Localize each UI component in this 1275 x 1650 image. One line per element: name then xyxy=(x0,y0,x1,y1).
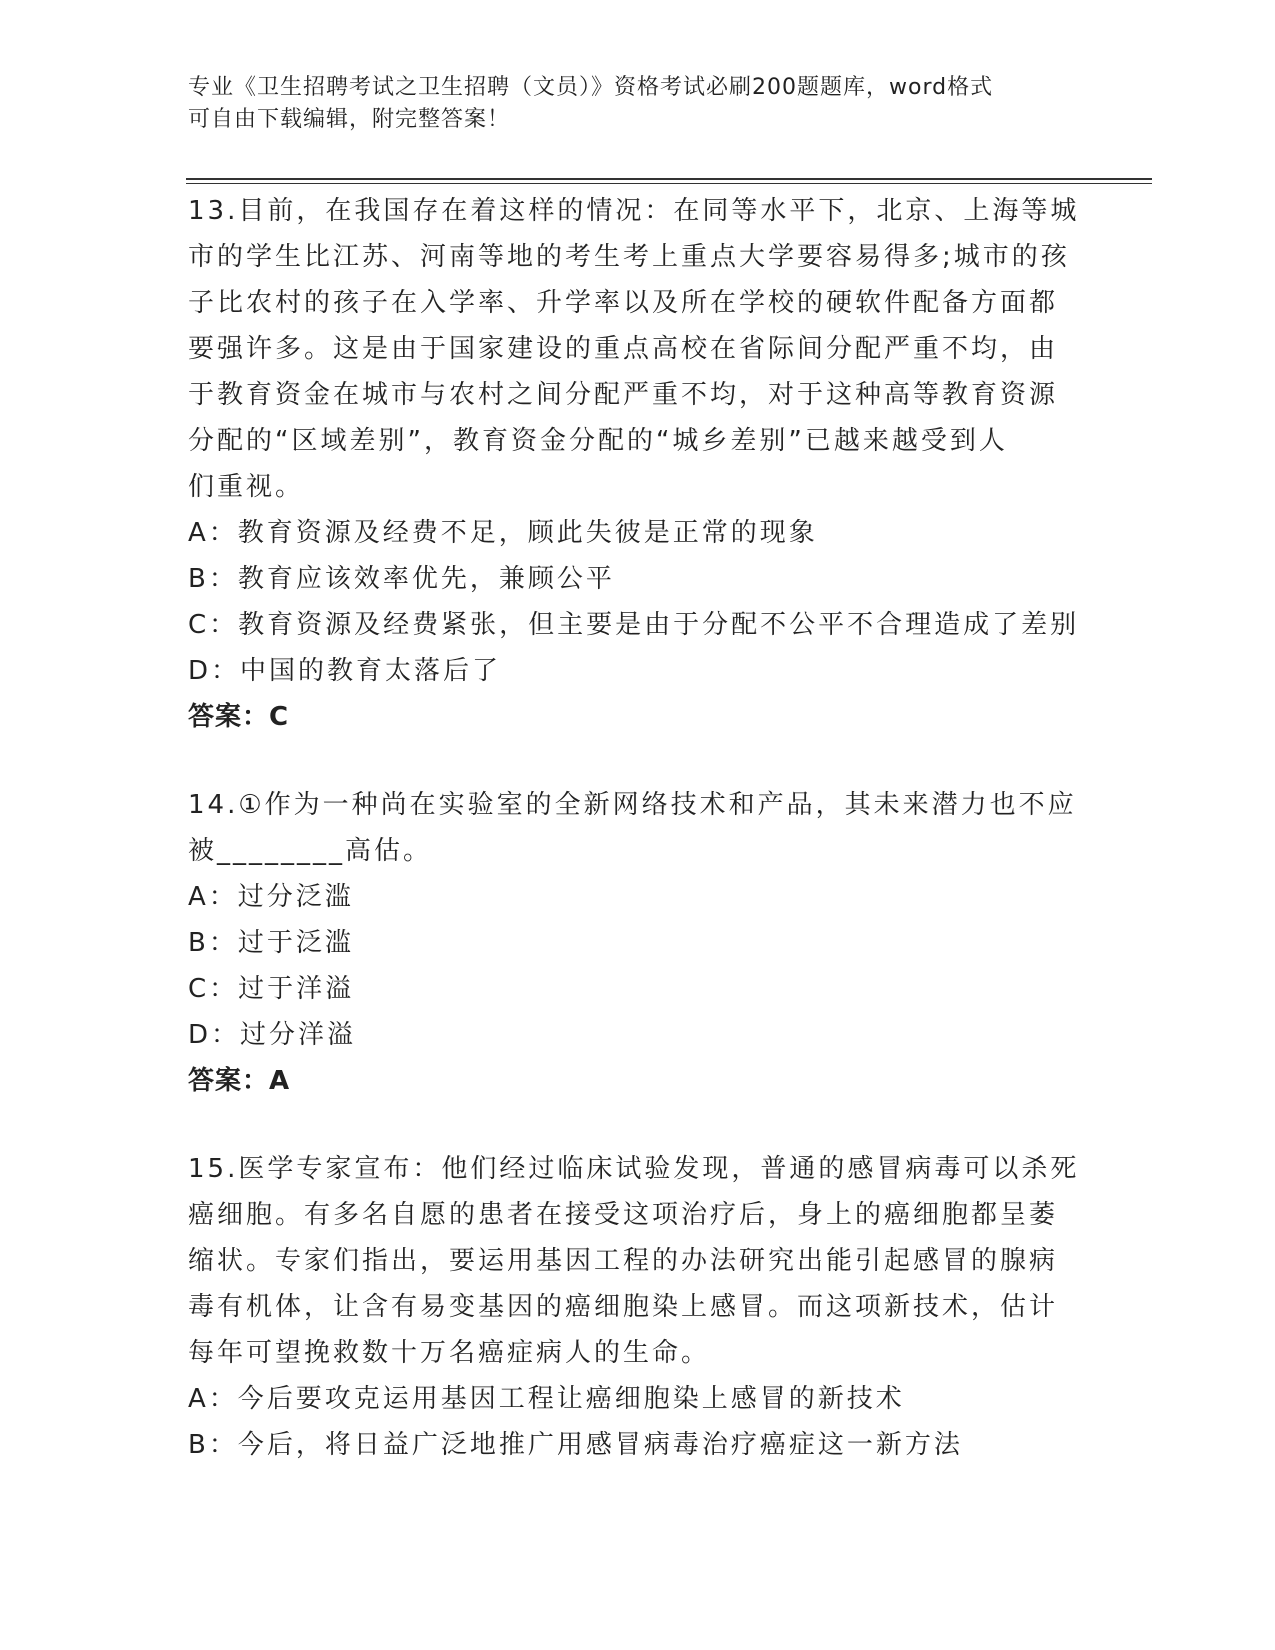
question-list xyxy=(188,188,1088,1468)
option-d: D：过分洋溢 xyxy=(188,1020,357,1050)
question-stem-line: 癌细胞。有多名自愿的患者在接受这项治疗后，身上的癌细胞都呈萎 xyxy=(188,1200,1059,1230)
header-line-2: 可自由下载编辑，附完整答案！ xyxy=(188,107,511,132)
question-stem-line: 市的学生比江苏、河南等地的考生考上重点大学要容易得多;城市的孩 xyxy=(188,242,1070,272)
question-stem-line: 要强许多。这是由于国家建设的重点高校在省际间分配严重不均，由 xyxy=(188,334,1059,364)
question-13 xyxy=(188,188,1088,740)
question-stem-line: 分配的“区域差别”，教育资金分配的“城乡差别”已越来越受到人 xyxy=(188,426,1008,456)
question-stem-line: 13.目前，在我国存在着这样的情况：在同等水平下，北京、上海等城 xyxy=(188,196,1080,226)
option-a: A：过分泛滥 xyxy=(188,882,354,912)
question-stem-line: 15.医学专家宣布：他们经过临床试验发现，普通的感冒病毒可以杀死 xyxy=(188,1154,1080,1184)
question-stem-line: 子比农村的孩子在入学率、升学率以及所在学校的硬软件配备方面都 xyxy=(188,288,1059,318)
question-15 xyxy=(188,1146,1088,1468)
question-spacer xyxy=(188,740,1088,782)
option-b: B：教育应该效率优先，兼顾公平 xyxy=(188,564,615,594)
question-stem-line: 毒有机体，让含有易变基因的癌细胞染上感冒。而这项新技术，估计 xyxy=(188,1292,1059,1322)
option-a: A：教育资源及经费不足，顾此失彼是正常的现象 xyxy=(188,518,818,548)
option-d: D：中国的教育太落后了 xyxy=(188,656,502,686)
option-a: A：今后要攻克运用基因工程让癌细胞染上感冒的新技术 xyxy=(188,1384,905,1414)
answer-label: 答案：C xyxy=(188,702,290,732)
option-c: C：教育资源及经费紧张，但主要是由于分配不公平不合理造成了差别 xyxy=(188,610,1080,640)
option-c: C：过于洋溢 xyxy=(188,974,355,1004)
header-divider xyxy=(186,178,1152,184)
question-stem-line: 被________高估。 xyxy=(188,836,433,866)
answer-label: 答案：A xyxy=(188,1066,291,1096)
question-stem-line: 缩状。专家们指出，要运用基因工程的办法研究出能引起感冒的腺病 xyxy=(188,1246,1059,1276)
question-14 xyxy=(188,782,1088,1104)
question-spacer xyxy=(188,1104,1088,1146)
question-stem-line: 14.①作为一种尚在实验室的全新网络技术和产品，其未来潜力也不应 xyxy=(188,790,1077,820)
option-b: B：过于泛滥 xyxy=(188,928,354,958)
question-stem-line: 们重视。 xyxy=(188,472,305,502)
question-stem-line: 每年可望挽救数十万名癌症病人的生命。 xyxy=(188,1338,711,1368)
question-stem-line: 于教育资金在城市与农村之间分配严重不均，对于这种高等教育资源 xyxy=(188,380,1059,410)
header-line-1: 专业《卫生招聘考试之卫生招聘（文员）》资格考试必刷200题题库，word格式 xyxy=(188,75,994,100)
option-b: B：今后，将日益广泛地推广用感冒病毒治疗癌症这一新方法 xyxy=(188,1430,963,1460)
page-header xyxy=(188,72,1068,136)
